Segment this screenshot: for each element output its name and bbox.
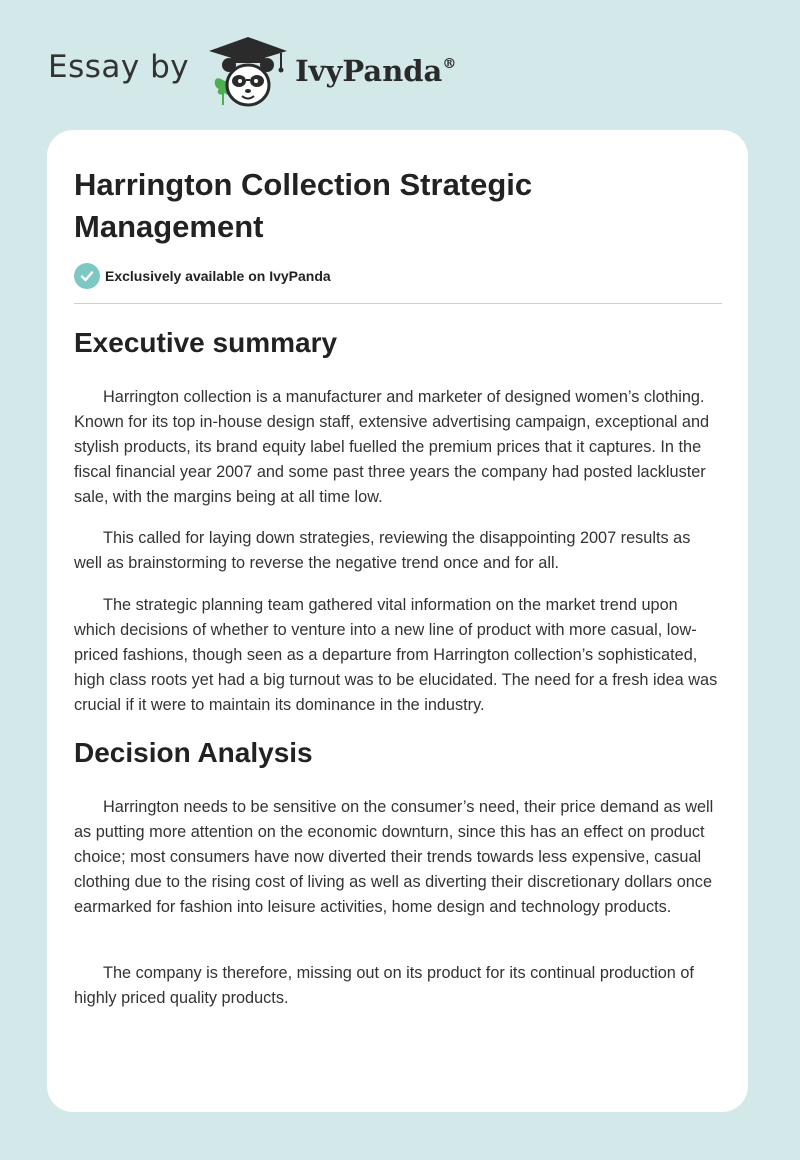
exclusive-badge-text: Exclusively available on IvyPanda [105, 268, 331, 284]
paragraph: This called for laying down strategies, reviewing the disappointing 2007 results as well as brainstorming to reverse the negative trend once and for all. [74, 529, 691, 572]
site-header [48, 34, 456, 112]
check-icon [74, 263, 100, 289]
registered-mark: ® [442, 56, 457, 72]
ivypanda-logo-icon[interactable] [207, 35, 289, 111]
essay-by-label: Essay by [48, 49, 190, 85]
page-title: Harrington Collection Strategic Management [74, 167, 533, 244]
section-heading-executive-summary: Executive summary [74, 327, 338, 358]
section-heading-decision-analysis: Decision Analysis [74, 737, 313, 768]
paragraph: Harrington collection is a manufacturer and marketer of designed women’s clothing. Known for its top in-house design staff, extensive advertising campaign, exceptional and stylish products, its brand equity label fuelled the premium prices that it captures. In the fiscal financial year 2007 and some past three years the company had posted lackluster sale, with the margins being at all time low. [74, 388, 710, 506]
brand-name[interactable] [295, 54, 456, 88]
paragraph: The strategic planning team gathered vital information on the market trend upon which decisions of whether to venture into a new line of product with more casual, low-priced fashions, though seen as a departure from Harrington collection’s sophisticated, high class roots yet had a big turnout was to be elucidated. The need for a fresh idea was crucial if it were to maintain its dominance in the industry. [74, 596, 718, 714]
brand-name-text: IvyPanda [295, 54, 443, 88]
divider [74, 303, 722, 304]
paragraph: Harrington needs to be sensitive on the consumer’s need, their price demand as well as putting more attention on the economic downturn, since this has an effect on product choice; most consumers have now diverted their trends towards less expensive, casual clothing due to the rising cost of living as well as diverting their discretionary dollars once earmarked for fashion into leisure activities, home design and technology products. [74, 798, 714, 916]
paragraph: The company is therefore, missing out on its product for its continual production of highly priced quality products. [74, 964, 694, 1007]
essay-card [47, 130, 748, 1112]
exclusive-badge [74, 263, 331, 289]
